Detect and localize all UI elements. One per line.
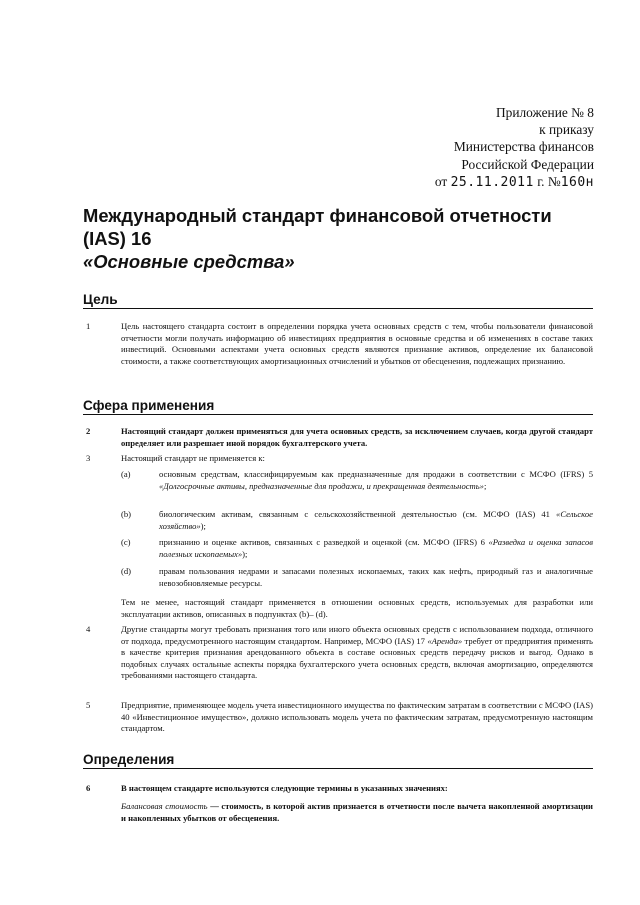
subitem-text [159,509,593,532]
order-date-line [435,173,594,191]
subitem-letter: (b) [121,509,132,519]
subitem-letter: (d) [121,566,132,576]
paragraph-number: 4 [86,624,91,634]
paragraph-number: 6 [86,783,91,793]
paragraph-number: 1 [86,321,91,331]
paragraph-text: Настоящий стандарт не применяется к: [121,453,265,463]
definition-body: — стоимость, в которой актив признается в отчетности после вычета накопленной амортизации и накопленных убытков от обесценения. [121,801,593,823]
standard-reference: «Разведка и оценка запасов полезных ископаемых» [159,537,594,559]
appendix-line: Приложение № 8 [495,105,594,120]
subitem-body: основным средствам, классифицируемым как предназначенные для продажи в соответствии с МСФО (IFRS) 5 [159,469,593,479]
date-suffix: г. [537,173,545,189]
paragraph-text: В настоящем стандарте используются следующие термины в указанных значениях: [121,783,448,793]
section-heading-scope: Сфера применения [83,398,593,415]
paragraph-number: 3 [86,453,91,463]
subitem-letter: (а) [121,469,131,479]
paragraph-text: Цель настоящего стандарта состоит в определении порядка учета основных средств с тем, чтобы пользователи финансовой отчетности могли получать информацию об инвестициях предприятия в основные средства и об изменениях в составе таких инвестиций. Основными аспектами учета основных средств являются признание активов, определение их балансовой стоимости, а также соответствующих амортизационных отчислений и убытков от обесценения, подлежащих признанию. [121,321,593,366]
paragraph-text [121,624,593,682]
title-line: Международный стандарт финансовой отчетности [83,205,552,226]
definition-text [121,801,593,824]
appendix-line: Министерства финансов [453,139,594,155]
paragraph-text: Тем не менее, настоящий стандарт применяется в отношении основных средств, используемых для разработки или эксплуатации активов, описанных в подпунктах (b)– (d). [121,597,593,619]
standard-reference: «Долгосрочные активы, предназначенные для продажи, и прекращенная деятельность» [159,480,484,491]
paragraph-body: Другие стандарты могут требовать признания того или иного объекта основных средств с использованием подхода, отличного от подхода, предусмотренного настоящим стандартом. Например, МСФО (IAS) 17 [121,624,593,646]
order-date: 25.11.2011 [450,174,534,190]
subitem-text: правам пользования недрами и запасами полезных ископаемых, таких как нефть, природный газ и аналогичные невозобновляемые ресурсы. [159,566,593,588]
order-number: 160н [560,174,594,190]
number-prefix: № [547,173,561,189]
definition-term: Балансовая стоимость [121,801,208,811]
date-prefix: от [434,173,448,189]
appendix-header [435,104,594,191]
section-heading-goal: Цель [83,292,593,309]
subitem-end: ; [483,480,487,491]
paragraph-body: требует от предприятия применять в качестве критерия признания арендованного объекта в составе основных средств передачу рисков и выгод. Однако в подобных случаях остальные аспекты порядка бухгалтерского учета основных средств, включая амортизацию, определяются требованиями настоящего стандарта. [121,635,593,681]
subitem-letter: (c) [121,537,131,547]
paragraph-number: 2 [86,426,91,436]
appendix-line: к приказу [539,122,594,138]
subitem-body: признанию и оценке активов, связанных с разведкой и оценкой (см. МСФО (IFRS) 6 [159,537,485,547]
paragraph-number: 5 [86,700,91,710]
paragraph-text: Настоящий стандарт должен применяться для учета основных средств, за исключением случаев, когда другой стандарт определяет или разрешает иной порядок бухгалтерского учета. [121,426,593,448]
subitem-end: ); [200,520,206,531]
subitem-end: ); [242,548,248,559]
document-title [83,204,603,273]
standard-reference: «Сельское хозяйство» [159,509,593,531]
subitem-text [159,537,593,560]
standard-reference: «Аренда» [427,635,463,646]
appendix-line: Российской Федерации [461,156,594,172]
title-subtitle: «Основные средства» [83,251,295,272]
subitem-text [159,469,593,492]
subitem-body: биологическим активам, связанным с сельскохозяйственной деятельностью (см. МСФО (IAS) 41 [159,509,550,519]
section-heading-definitions: Определения [83,752,593,769]
title-line: (IAS) 16 [83,228,152,249]
paragraph-text: Предприятие, применяющее модель учета инвестиционного имущества по фактическим затратам в соответствии с МСФО (IAS) 40 «Инвестиционное имущество», должно использовать модель учета по фактическим затратам, предусмотренную настоящим стандартом. [121,700,593,734]
